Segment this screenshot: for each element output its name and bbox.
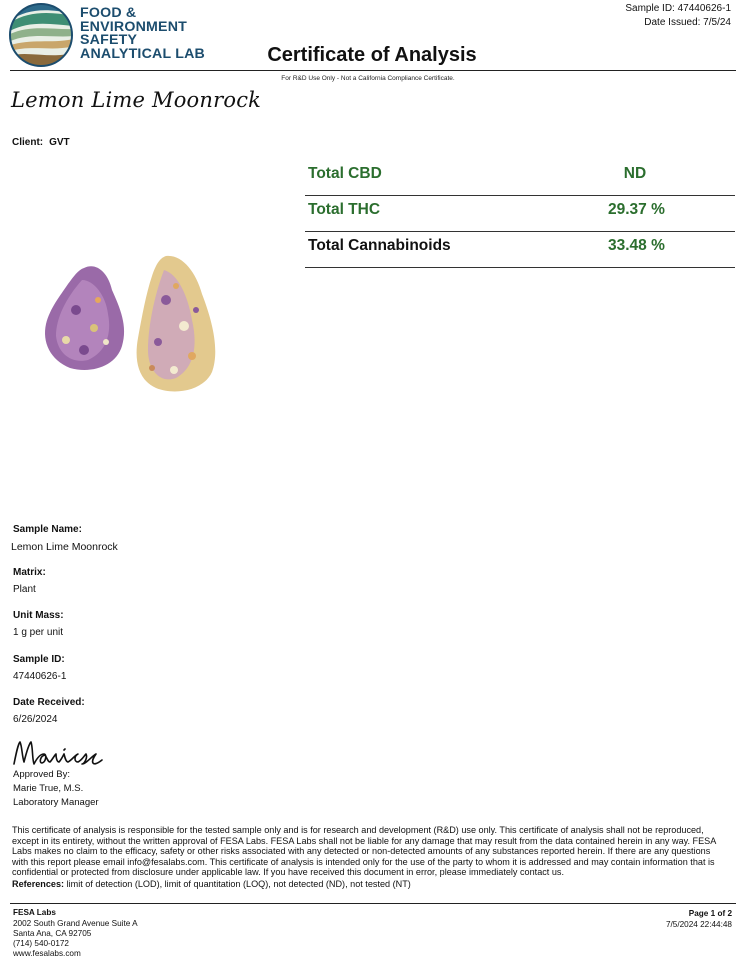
product-name: Lemon Lime Moonrock bbox=[11, 88, 262, 112]
summary-label: Total Cannabinoids bbox=[308, 237, 451, 254]
footer-divider bbox=[10, 903, 736, 904]
footer-page-info bbox=[666, 908, 732, 930]
footer-address bbox=[13, 908, 138, 959]
logo-line-3: SAFETY bbox=[80, 32, 138, 49]
field-value: 1 g per unit bbox=[13, 627, 64, 638]
summary-value: ND bbox=[623, 165, 647, 182]
disclaimer-text: This certificate of analysis is responsible for the tested sample only and is for research and development (R&D) use only. This certificate of analysis shall not be reproduced, except in its entirety, without the written approval of FESA Labs. FESA Labs shall not be liable for any damage that may result from the data contained herein in any way. FESA Labs makes no claim to the efficacy, safety or other risks associated with any detected or non-detected amounts of any substances reported herein. If there are any questions with this report please email info@fesalabs.com. This certificate of analysis is intended only for the use of the party to whom it is addressed and may contain information that is confidential or protected from disclosure under applicable law. If you have received this document in error, please immediately contact us. bbox=[12, 825, 716, 877]
summary-row-total-cannabinoids bbox=[305, 232, 735, 268]
field-label: Matrix: bbox=[13, 567, 46, 578]
summary-value: 29.37 % bbox=[608, 201, 665, 218]
header-divider bbox=[10, 70, 736, 71]
date-issued-line: Date Issued: 7/5/24 bbox=[644, 16, 731, 28]
client-line bbox=[12, 137, 70, 148]
summary-row-total-thc bbox=[305, 196, 735, 232]
document-title: Certificate of Analysis bbox=[267, 44, 477, 66]
footer-phone: (714) 540-0172 bbox=[13, 939, 69, 948]
rd-use-note: For R&D Use Only - Not a California Compliance Certificate. bbox=[281, 75, 455, 82]
references-line bbox=[12, 879, 411, 889]
client-value: GVT bbox=[49, 137, 70, 148]
field-matrix bbox=[13, 567, 46, 595]
page-number: Page 1 of 2 bbox=[688, 909, 732, 918]
approval-block bbox=[13, 768, 99, 811]
footer-website: www.fesalabs.com bbox=[13, 949, 81, 958]
field-value: 6/26/2024 bbox=[13, 714, 58, 725]
field-value: 47440626-1 bbox=[13, 671, 67, 682]
product-photo bbox=[36, 250, 236, 400]
field-value: Plant bbox=[13, 584, 36, 595]
header-meta bbox=[625, 2, 731, 29]
logo-line-2: ENVIRONMENT bbox=[80, 18, 188, 35]
field-unit-mass bbox=[13, 610, 64, 638]
approver-name: Marie True, M.S. bbox=[13, 783, 84, 795]
field-date-received bbox=[13, 697, 85, 725]
cannabinoid-summary bbox=[305, 160, 735, 268]
field-value: Lemon Lime Moonrock bbox=[11, 541, 118, 553]
field-label: Date Received: bbox=[13, 697, 85, 708]
field-label: Unit Mass: bbox=[13, 610, 64, 621]
approver-role: Laboratory Manager bbox=[13, 797, 99, 809]
field-label: Sample Name: bbox=[13, 524, 82, 535]
summary-label: Total CBD bbox=[308, 165, 382, 182]
footer-lab-name: FESA Labs bbox=[13, 908, 56, 917]
cannabis-bud-image bbox=[36, 250, 236, 400]
references-label: References: bbox=[12, 879, 65, 889]
summary-label: Total THC bbox=[308, 201, 381, 218]
client-label: Client: bbox=[12, 137, 44, 148]
field-sample-name bbox=[13, 524, 118, 553]
footer-address-line-1: 2002 South Grand Avenue Suite A bbox=[13, 919, 138, 928]
approved-by-label: Approved By: bbox=[13, 769, 71, 780]
logo-line-4: ANALYTICAL LAB bbox=[80, 45, 205, 62]
summary-row-total-cbd bbox=[305, 160, 735, 196]
footer-address-line-2: Santa Ana, CA 92705 bbox=[13, 929, 92, 938]
field-label: Sample ID: bbox=[13, 654, 65, 665]
footer-timestamp: 7/5/2024 22:44:48 bbox=[665, 920, 732, 929]
sample-id-line: Sample ID: 47440626-1 bbox=[625, 3, 731, 14]
field-sample-id bbox=[13, 654, 66, 682]
signature-image bbox=[12, 738, 104, 770]
logo-line-1: FOOD & bbox=[80, 5, 137, 21]
references-text: limit of detection (LOD), limit of quantitation (LOQ), not detected (ND), not tested (NT) bbox=[66, 879, 411, 889]
summary-value: 33.48 % bbox=[608, 237, 665, 254]
